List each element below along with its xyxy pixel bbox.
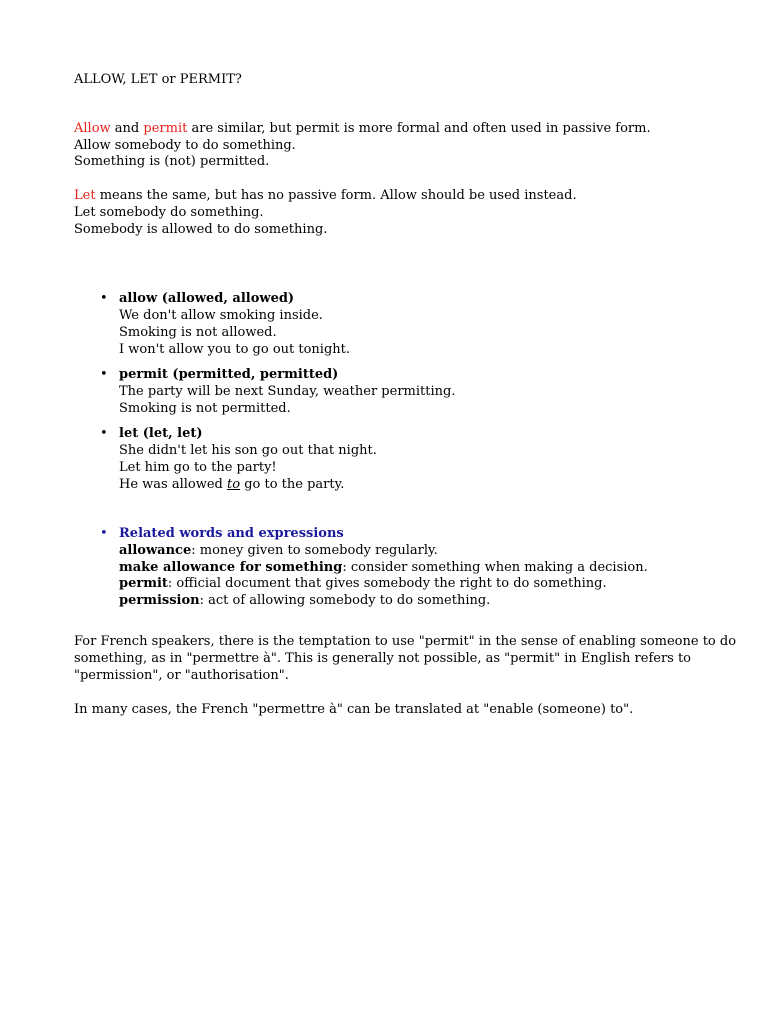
related-definition: : act of allowing somebody to do something. bbox=[199, 593, 491, 608]
bullet-icon: • bbox=[100, 526, 108, 541]
keyword-permit: permit bbox=[143, 121, 188, 136]
related-term: permission bbox=[119, 593, 200, 608]
intro-text: and bbox=[110, 121, 144, 136]
list-item-heading: let (let, let) bbox=[119, 426, 203, 441]
intro-line-1 bbox=[74, 120, 651, 137]
french-line-1: For French speakers, there is the temptation to use "permit" in the sense of enabling someone to do bbox=[74, 634, 737, 649]
related-item bbox=[119, 559, 648, 576]
let-line-3: Somebody is allowed to do something. bbox=[74, 222, 328, 237]
list-item-line: Smoking is not allowed. bbox=[119, 325, 277, 340]
list-item-line: Let him go to the party! bbox=[119, 460, 277, 475]
keyword-let: Let bbox=[74, 188, 96, 203]
related-term: permit bbox=[119, 576, 168, 591]
bullet-icon: • bbox=[100, 291, 108, 306]
related-heading: Related words and expressions bbox=[119, 526, 344, 541]
page-title: ALLOW, LET or PERMIT? bbox=[74, 72, 242, 87]
list-item-text: He was allowed bbox=[119, 477, 228, 492]
let-line-2: Let somebody do something. bbox=[74, 205, 264, 220]
french-line-3: "permission", or "authorisation". bbox=[74, 668, 289, 683]
related-item bbox=[119, 592, 490, 609]
list-item-heading: permit (permitted, permitted) bbox=[119, 367, 339, 382]
intro-line-3: Something is (not) permitted. bbox=[74, 154, 270, 169]
let-text: means the same, but has no passive form. Allow should be used instead. bbox=[95, 188, 577, 203]
bullet-icon: • bbox=[100, 367, 108, 382]
list-item-heading: allow (allowed, allowed) bbox=[119, 291, 295, 306]
related-definition: : consider something when making a decision. bbox=[342, 560, 648, 575]
keyword-allow: Allow bbox=[74, 121, 111, 136]
related-term: allowance bbox=[119, 543, 192, 558]
related-item bbox=[119, 575, 607, 592]
let-line-1 bbox=[74, 187, 577, 204]
french-line-2: something, as in "permettre à". This is generally not possible, as "permit" in English refers to bbox=[74, 651, 692, 666]
list-item-line: Smoking is not permitted. bbox=[119, 401, 291, 416]
related-definition: : official document that gives somebody the right to do something. bbox=[167, 576, 607, 591]
list-item-line: She didn't let his son go out that night. bbox=[119, 443, 377, 458]
related-term: make allowance for something bbox=[119, 560, 343, 575]
list-item-line bbox=[119, 476, 344, 493]
related-definition: : money given to somebody regularly. bbox=[191, 543, 438, 558]
list-item-line: We don't allow smoking inside. bbox=[119, 308, 323, 323]
intro-text: are similar, but permit is more formal and often used in passive form. bbox=[187, 121, 651, 136]
intro-line-2: Allow somebody to do something. bbox=[74, 138, 296, 153]
list-item-line: I won't allow you to go out tonight. bbox=[119, 342, 351, 357]
list-item-text: go to the party. bbox=[240, 477, 345, 492]
related-item bbox=[119, 542, 438, 559]
french-line-4: In many cases, the French "permettre à" can be translated at "enable (someone) to". bbox=[74, 702, 634, 717]
emphasis-to: to bbox=[227, 477, 241, 492]
bullet-icon: • bbox=[100, 426, 108, 441]
list-item-line: The party will be next Sunday, weather permitting. bbox=[119, 384, 456, 399]
